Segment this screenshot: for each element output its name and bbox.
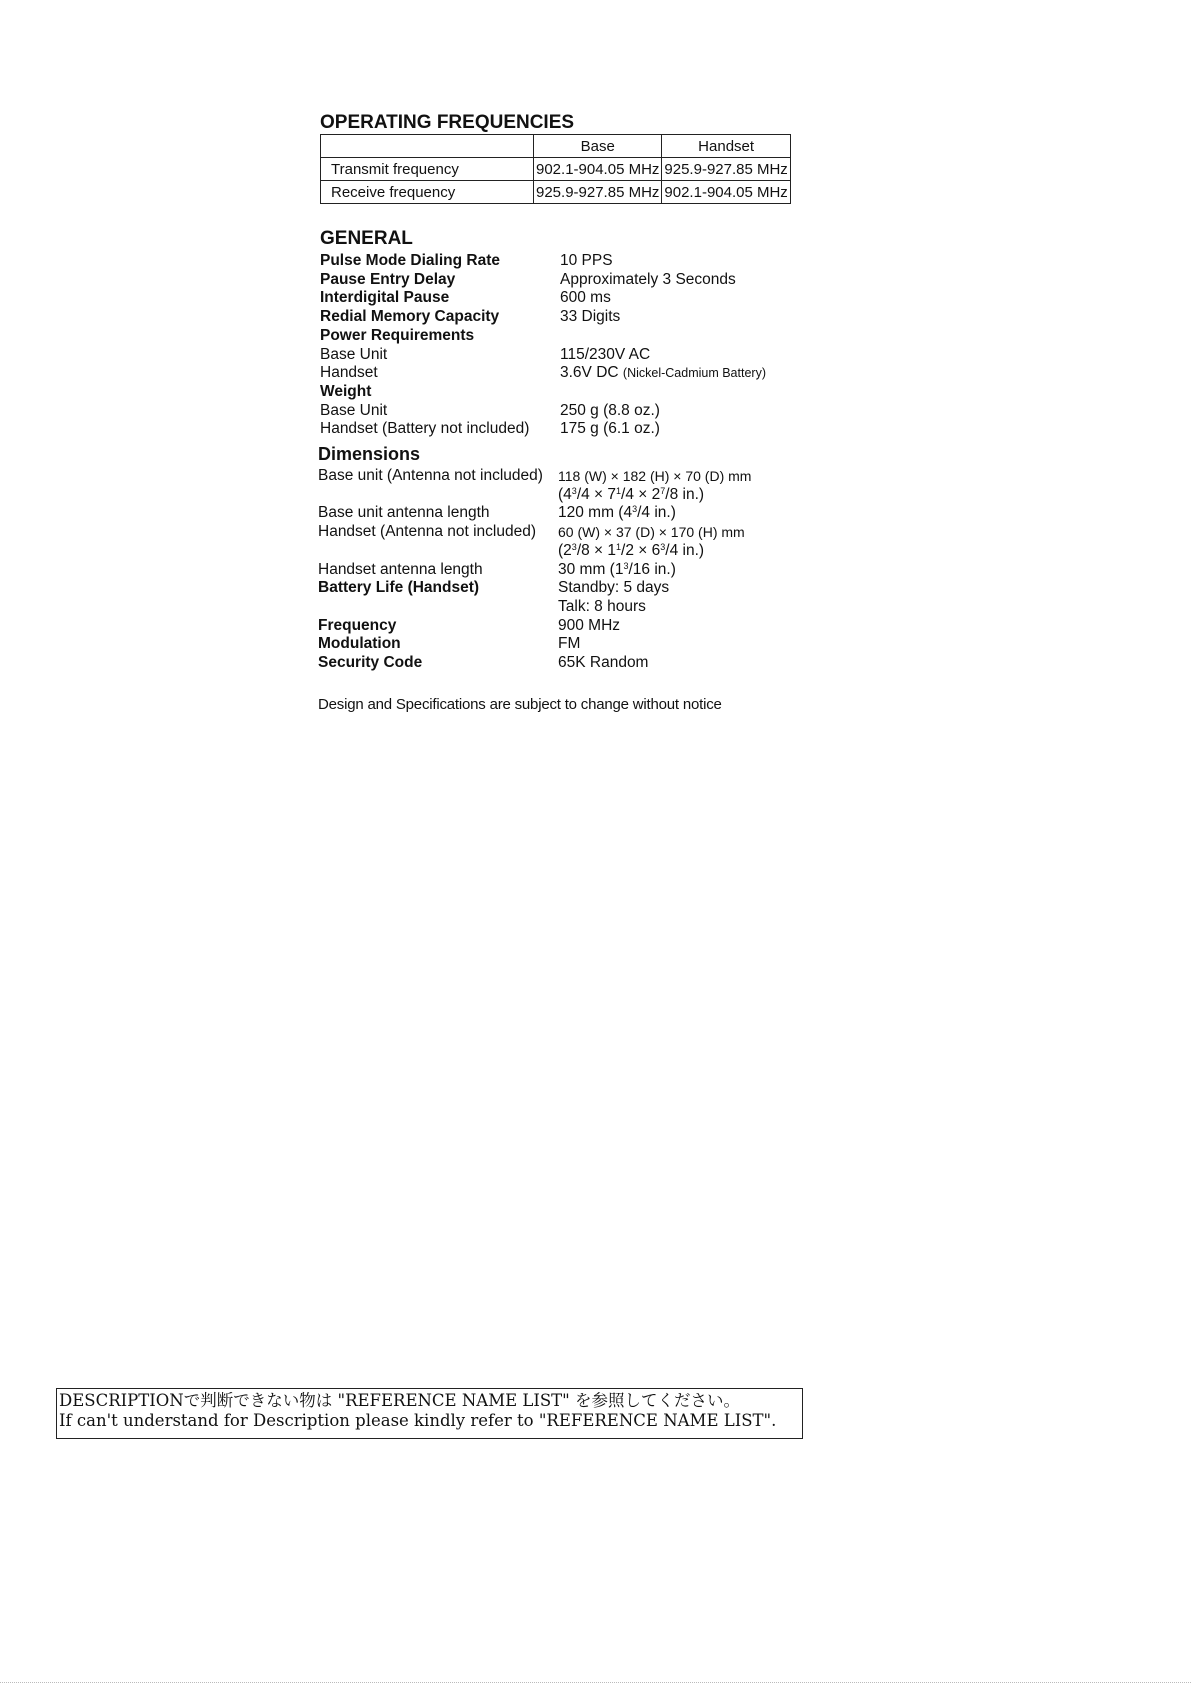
spec-value: 250 g (8.8 oz.) bbox=[560, 401, 660, 419]
spec-subheading: Power Requirements bbox=[320, 326, 475, 344]
spec-row-base-unit-inches bbox=[318, 486, 818, 505]
spec-value-note: (Nickel-Cadmium Battery) bbox=[622, 366, 766, 381]
spec-label: Modulation bbox=[318, 635, 401, 653]
spec-label: Base Unit bbox=[320, 345, 388, 363]
cell-receive-handset: 902.1-904.05 MHz bbox=[662, 181, 790, 204]
spec-label: Base unit (Antenna not included) bbox=[318, 467, 543, 484]
spec-value: Approximately 3 Seconds bbox=[560, 270, 736, 288]
spec-value: 175 g (6.1 oz.) bbox=[560, 420, 660, 438]
frac-part: /4 × 7 bbox=[576, 485, 617, 503]
spec-value: 900 MHz bbox=[558, 616, 621, 634]
frac-part: 120 mm (4 bbox=[558, 504, 633, 522]
table-header-handset: Handset bbox=[662, 135, 790, 158]
spec-label-empty bbox=[318, 486, 558, 505]
operating-frequencies-title: OPERATING FREQUENCIES bbox=[320, 112, 575, 133]
table-row bbox=[321, 181, 791, 204]
spec-value: FM bbox=[558, 635, 581, 653]
spec-value: Standby: 5 days bbox=[558, 579, 670, 597]
spec-label-empty bbox=[318, 542, 558, 561]
spec-subheading: Weight bbox=[320, 382, 372, 400]
frac-sup: 7 bbox=[660, 485, 666, 496]
spec-row-handset bbox=[318, 523, 818, 542]
cell-transmit-handset: 925.9-927.85 MHz bbox=[662, 158, 790, 181]
spec-row-redial bbox=[320, 308, 800, 327]
spec-value: Talk: 8 hours bbox=[558, 597, 646, 615]
disclaimer-text: Design and Specifications are subject to change without notice bbox=[318, 696, 722, 713]
general-specs bbox=[320, 252, 800, 439]
spec-value bbox=[558, 561, 818, 580]
reference-notice-box bbox=[56, 1388, 803, 1439]
spec-value: 65K Random bbox=[558, 654, 649, 672]
table-header-row bbox=[321, 135, 791, 158]
row-label-transmit: Transmit frequency bbox=[321, 158, 534, 181]
cell-receive-base: 925.9-927.85 MHz bbox=[534, 181, 662, 204]
spec-row-frequency bbox=[318, 617, 818, 636]
spec-heading-power bbox=[320, 327, 800, 346]
frac-part: /16 in.) bbox=[628, 560, 676, 578]
spec-label: Interdigital Pause bbox=[320, 289, 450, 307]
spec-label: Handset (Antenna not included) bbox=[318, 523, 537, 541]
page-bottom-divider bbox=[0, 1682, 1191, 1683]
spec-label: Handset antenna length bbox=[318, 560, 483, 578]
spec-row-interdigital bbox=[320, 289, 800, 308]
frac-part: 30 mm (1 bbox=[558, 560, 624, 578]
spec-label: Redial Memory Capacity bbox=[320, 308, 500, 326]
frac-sup: 3 bbox=[632, 504, 638, 515]
spec-row-pause-entry bbox=[320, 271, 800, 290]
frac-part: /4 × 2 bbox=[621, 485, 661, 503]
frac-sup: 3 bbox=[660, 541, 666, 552]
spec-row-weight-handset bbox=[320, 420, 800, 439]
reference-notice-line-1: DESCRIPTIONで判断できない物は "REFERENCE NAME LIST" を参照してください。 bbox=[59, 1391, 741, 1410]
spec-value: 60 (W) × 37 (D) × 170 (H) mm bbox=[558, 524, 745, 541]
dimensions-title: Dimensions bbox=[318, 444, 421, 464]
frac-part: /8 × 1 bbox=[576, 541, 617, 559]
dimensions-specs bbox=[318, 467, 818, 673]
spec-label: Base Unit bbox=[320, 401, 388, 419]
frac-part: (2 bbox=[558, 541, 572, 559]
general-title: GENERAL bbox=[320, 228, 413, 249]
spec-value-main: 3.6V DC bbox=[560, 364, 619, 382]
spec-label: Battery Life (Handset) bbox=[318, 579, 480, 597]
spec-value: 10 PPS bbox=[560, 252, 613, 269]
table-header-base: Base bbox=[534, 135, 662, 158]
spec-value bbox=[558, 542, 818, 561]
spec-row-handset-antenna bbox=[318, 561, 818, 580]
spec-value bbox=[558, 486, 818, 505]
spec-row-base-unit bbox=[318, 467, 818, 486]
frac-sup: 1 bbox=[616, 541, 622, 552]
spec-label: Handset bbox=[320, 364, 378, 382]
frac-part: /8 in.) bbox=[665, 485, 705, 503]
spec-value: 118 (W) × 182 (H) × 70 (D) mm bbox=[558, 468, 752, 484]
spec-label: Pulse Mode Dialing Rate bbox=[320, 252, 501, 269]
spec-row-power-base bbox=[320, 346, 800, 365]
spec-label: Security Code bbox=[318, 654, 423, 672]
reference-notice-line-2: If can't understand for Description please kindly refer to "REFERENCE NAME LIST". bbox=[59, 1411, 777, 1430]
spec-heading-weight bbox=[320, 383, 800, 402]
frac-part: /4 in.) bbox=[665, 541, 705, 559]
spec-label: Frequency bbox=[318, 616, 397, 634]
frequency-table bbox=[320, 134, 791, 204]
frac-part: (4 bbox=[558, 485, 572, 503]
spec-label: Base unit antenna length bbox=[318, 504, 490, 522]
spec-row-weight-base bbox=[320, 402, 800, 421]
spec-row-base-antenna bbox=[318, 504, 818, 523]
row-label-receive: Receive frequency bbox=[321, 181, 534, 204]
spec-value bbox=[558, 504, 818, 523]
spec-value: 33 Digits bbox=[560, 308, 621, 326]
spec-row-battery bbox=[318, 579, 818, 598]
table-header-empty bbox=[321, 135, 534, 158]
spec-row-power-handset bbox=[320, 364, 800, 383]
spec-label: Pause Entry Delay bbox=[320, 270, 456, 288]
frac-part: /2 × 6 bbox=[621, 541, 661, 559]
table-row bbox=[321, 158, 791, 181]
spec-row-battery-talk bbox=[318, 598, 818, 617]
spec-value: 600 ms bbox=[560, 289, 611, 307]
spec-row-security bbox=[318, 654, 818, 673]
spec-value bbox=[560, 364, 800, 383]
frac-part: /4 in.) bbox=[637, 504, 676, 522]
frac-sup: 1 bbox=[616, 485, 622, 496]
spec-label-empty bbox=[318, 598, 558, 617]
frac-sup: 3 bbox=[623, 560, 629, 571]
frac-sup: 3 bbox=[571, 541, 577, 552]
spec-value: 115/230V AC bbox=[560, 345, 651, 363]
spec-row-pulse-mode bbox=[320, 252, 800, 271]
frac-sup: 3 bbox=[571, 485, 577, 496]
spec-row-modulation bbox=[318, 635, 818, 654]
cell-transmit-base: 902.1-904.05 MHz bbox=[534, 158, 662, 181]
spec-row-handset-inches bbox=[318, 542, 818, 561]
spec-label: Handset (Battery not included) bbox=[320, 420, 530, 438]
